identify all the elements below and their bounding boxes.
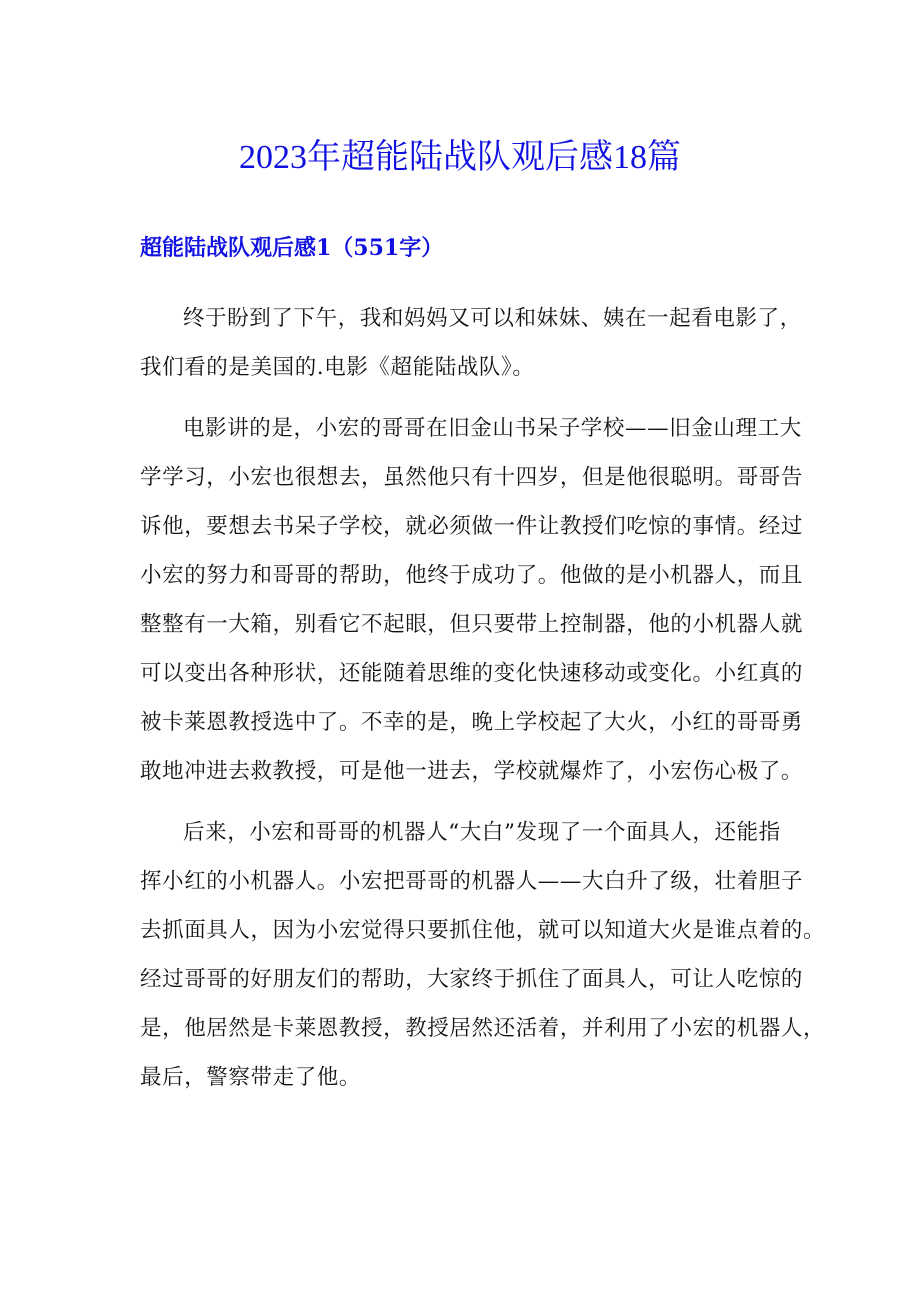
text-line: 电影讲的是，小宏的哥哥在旧金山书呆子学校——旧金山理工大 xyxy=(183,416,802,441)
text-line: 是，他居然是卡莱恩教授，教授居然还活着，并利用了小宏的机器人， xyxy=(140,1016,826,1041)
text-line: 诉他，要想去书呆子学校，就必须做一件让教授们吃惊的事情。经过 xyxy=(140,514,804,539)
text-line: 后来，小宏和哥哥的机器人“大白”发现了一个面具人，还能指 xyxy=(183,820,781,845)
text-line: 可以变出各种形状，还能随着思维的变化快速移动或变化。小红真的 xyxy=(140,661,804,686)
text-line: 整整有一大箱，别看它不起眼，但只要带上控制器，他的小机器人就 xyxy=(140,612,804,637)
text-line: 被卡莱恩教授选中了。不幸的是，晚上学校起了大火，小红的哥哥勇 xyxy=(140,710,804,735)
paragraph xyxy=(140,808,826,1102)
text-line: 经过哥哥的好朋友们的帮助，大家终于抓住了面具人，可让人吃惊的 xyxy=(140,967,804,992)
text-line: 最后，警察带走了他。 xyxy=(140,1065,362,1090)
text-line: 小宏的努力和哥哥的帮助，他终于成功了。他做的是小机器人，而且 xyxy=(140,563,804,588)
document-title: 2023年超能陆战队观后感18篇 xyxy=(239,139,681,176)
text-line: 学学习，小宏也很想去，虽然他只有十四岁，但是他很聪明。哥哥告 xyxy=(140,465,804,490)
text-line: 敢地冲进去救教授，可是他一进去，学校就爆炸了，小宏伤心极了。 xyxy=(140,759,804,784)
section-heading: 超能陆战队观后感1（551字） xyxy=(140,235,444,261)
document-body xyxy=(140,294,826,1114)
text-line: 去抓面具人，因为小宏觉得只要抓住他，就可以知道大火是谁点着的。 xyxy=(140,918,826,943)
text-line: 挥小红的小机器人。小宏把哥哥的机器人——大白升了级，壮着胆子 xyxy=(140,869,804,894)
text-line: 终于盼到了下午，我和妈妈又可以和妹妹、姨在一起看电影了， xyxy=(183,306,802,331)
paragraph xyxy=(140,404,820,796)
paragraph xyxy=(140,294,820,392)
text-line: 我们看的是美国的.电影《超能陆战队》。 xyxy=(140,355,535,380)
